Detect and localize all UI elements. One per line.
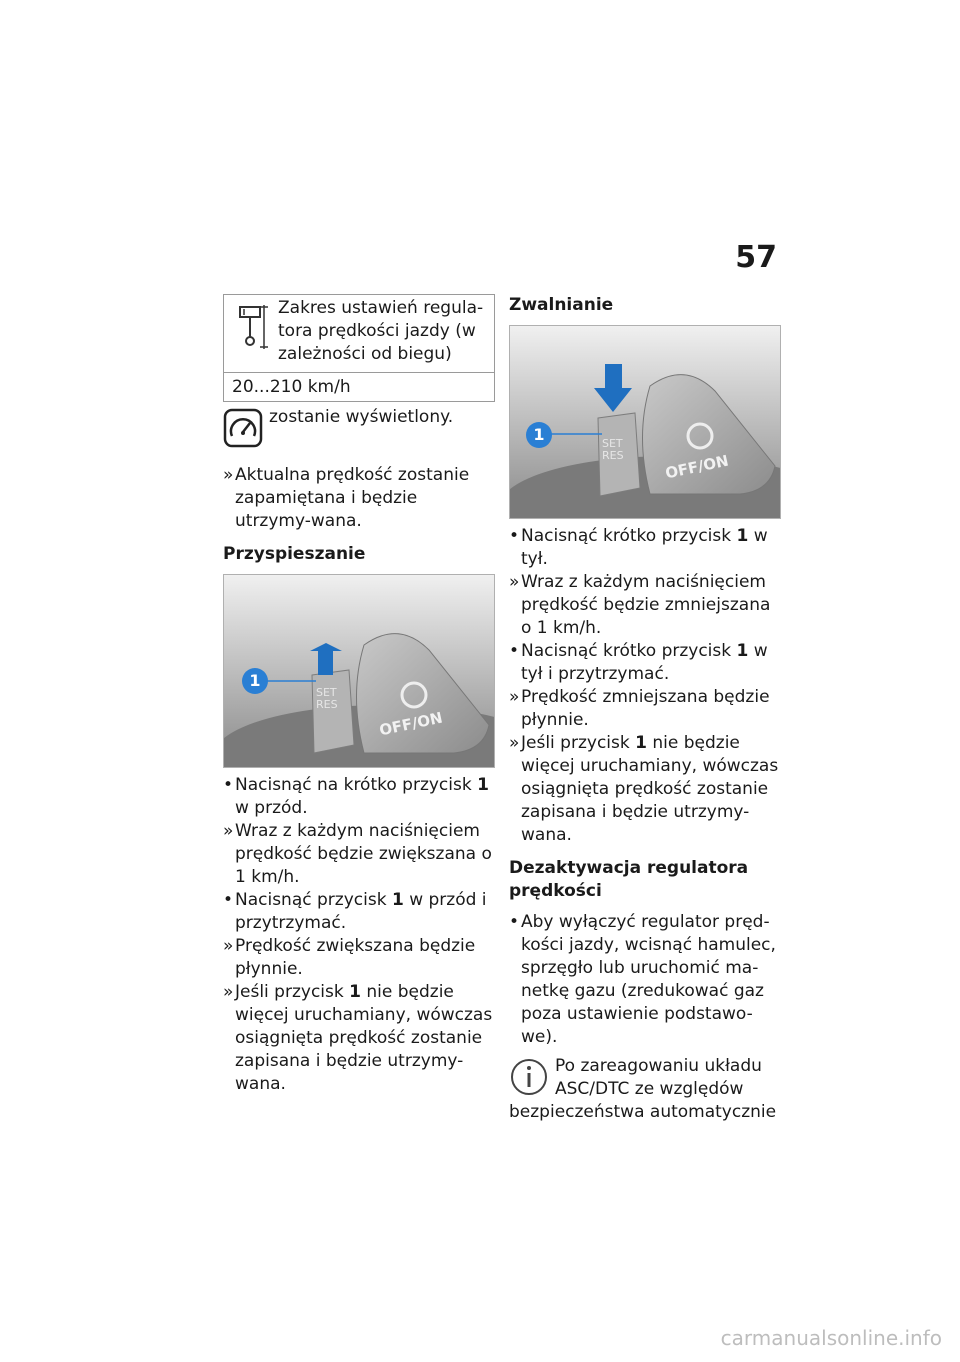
step-press-forward-short: • Nacisnąć na krótko przycisk 1 w przód. xyxy=(223,775,489,818)
step-press-forward-hold: • Nacisnąć przycisk 1 w przód i przytrzymać. xyxy=(223,890,487,933)
spec-table xyxy=(223,294,495,402)
step-press-back-hold: • Nacisnąć krótko przycisk 1 w tył i przytrzymać. xyxy=(509,641,768,684)
figure-decelerate xyxy=(509,325,781,519)
result-speed-saved: » Jeśli przycisk 1 nie będzie więcej uruchamiany, wówczas osiągnięta prędkość zostanie zapisana i będzie utrzymy-wana. xyxy=(509,733,779,845)
display-note-text: zostanie wyświetlony. xyxy=(269,407,454,427)
page-number: 57 xyxy=(735,240,777,275)
display-note xyxy=(223,406,495,452)
info-note xyxy=(509,1055,781,1124)
result-increase-1kmh: » Wraz z każdym naciśnięciem prędkość będzie zwiększana o 1 km/h. xyxy=(223,821,492,887)
figure-set-res-label: SET RES xyxy=(316,686,338,711)
watermark: carmanualsonline.info xyxy=(720,1326,942,1350)
step-press-back-short: • Nacisnąć krótko przycisk 1 w tył. xyxy=(509,526,768,569)
switch-illustration-decelerate xyxy=(510,326,780,518)
heading-decelerate: Zwalnianie xyxy=(509,295,614,315)
spec-value: 20...210 km/h xyxy=(232,377,351,397)
figure-callout-1: 1 xyxy=(526,422,552,448)
result-decrease-1kmh: » Wraz z każdym naciśnięciem prędkość będzie zmniejszana o 1 km/h. xyxy=(509,572,771,638)
cruise-control-icon xyxy=(223,408,263,448)
result-increase-smooth: » Prędkość zwiększana będzie płynnie. xyxy=(223,936,476,979)
result-speed-stored: » Aktualna prędkość zostanie zapamiętana i będzie utrzymy-wana. xyxy=(223,465,470,531)
spec-table-header xyxy=(224,295,494,373)
switch-illustration-accelerate xyxy=(224,575,494,767)
right-column xyxy=(509,294,781,1124)
figure-offon-label: OFF/ON xyxy=(377,708,445,740)
heading-deactivate: Dezaktywacja regulatora prędkości xyxy=(509,858,749,901)
result-decrease-smooth: » Prędkość zmniejszana będzie płynnie. xyxy=(509,687,770,730)
spec-tool-icon xyxy=(230,303,270,351)
info-icon xyxy=(509,1057,549,1097)
step-deactivate: • Aby wyłączyć regulator pręd-kości jazdy, wcisnąć hamulec, sprzęgło lub uruchomić ma-netkę gazu (zredukować gaz poza ustawienie podstawo-we). xyxy=(509,912,776,1047)
heading-accelerate: Przyspieszanie xyxy=(223,544,366,564)
figure-callout-1: 1 xyxy=(242,668,268,694)
figure-offon-label: OFF/ON xyxy=(663,451,731,483)
info-note-text: Po zareagowaniu układu ASC/DTC ze względów bezpieczeństwa automatycznie xyxy=(509,1056,777,1122)
left-column xyxy=(223,294,495,1096)
figure-set-res-label: SET RES xyxy=(602,437,624,462)
spec-header-text: Zakres ustawień regula-tora prędkości jazdy (w zależności od biegu) xyxy=(278,298,484,364)
result-speed-saved: » Jeśli przycisk 1 nie będzie więcej uruchamiany, wówczas osiągnięta prędkość zostanie zapisana i będzie utrzymy-wana. xyxy=(223,982,493,1094)
figure-accelerate xyxy=(223,574,495,768)
